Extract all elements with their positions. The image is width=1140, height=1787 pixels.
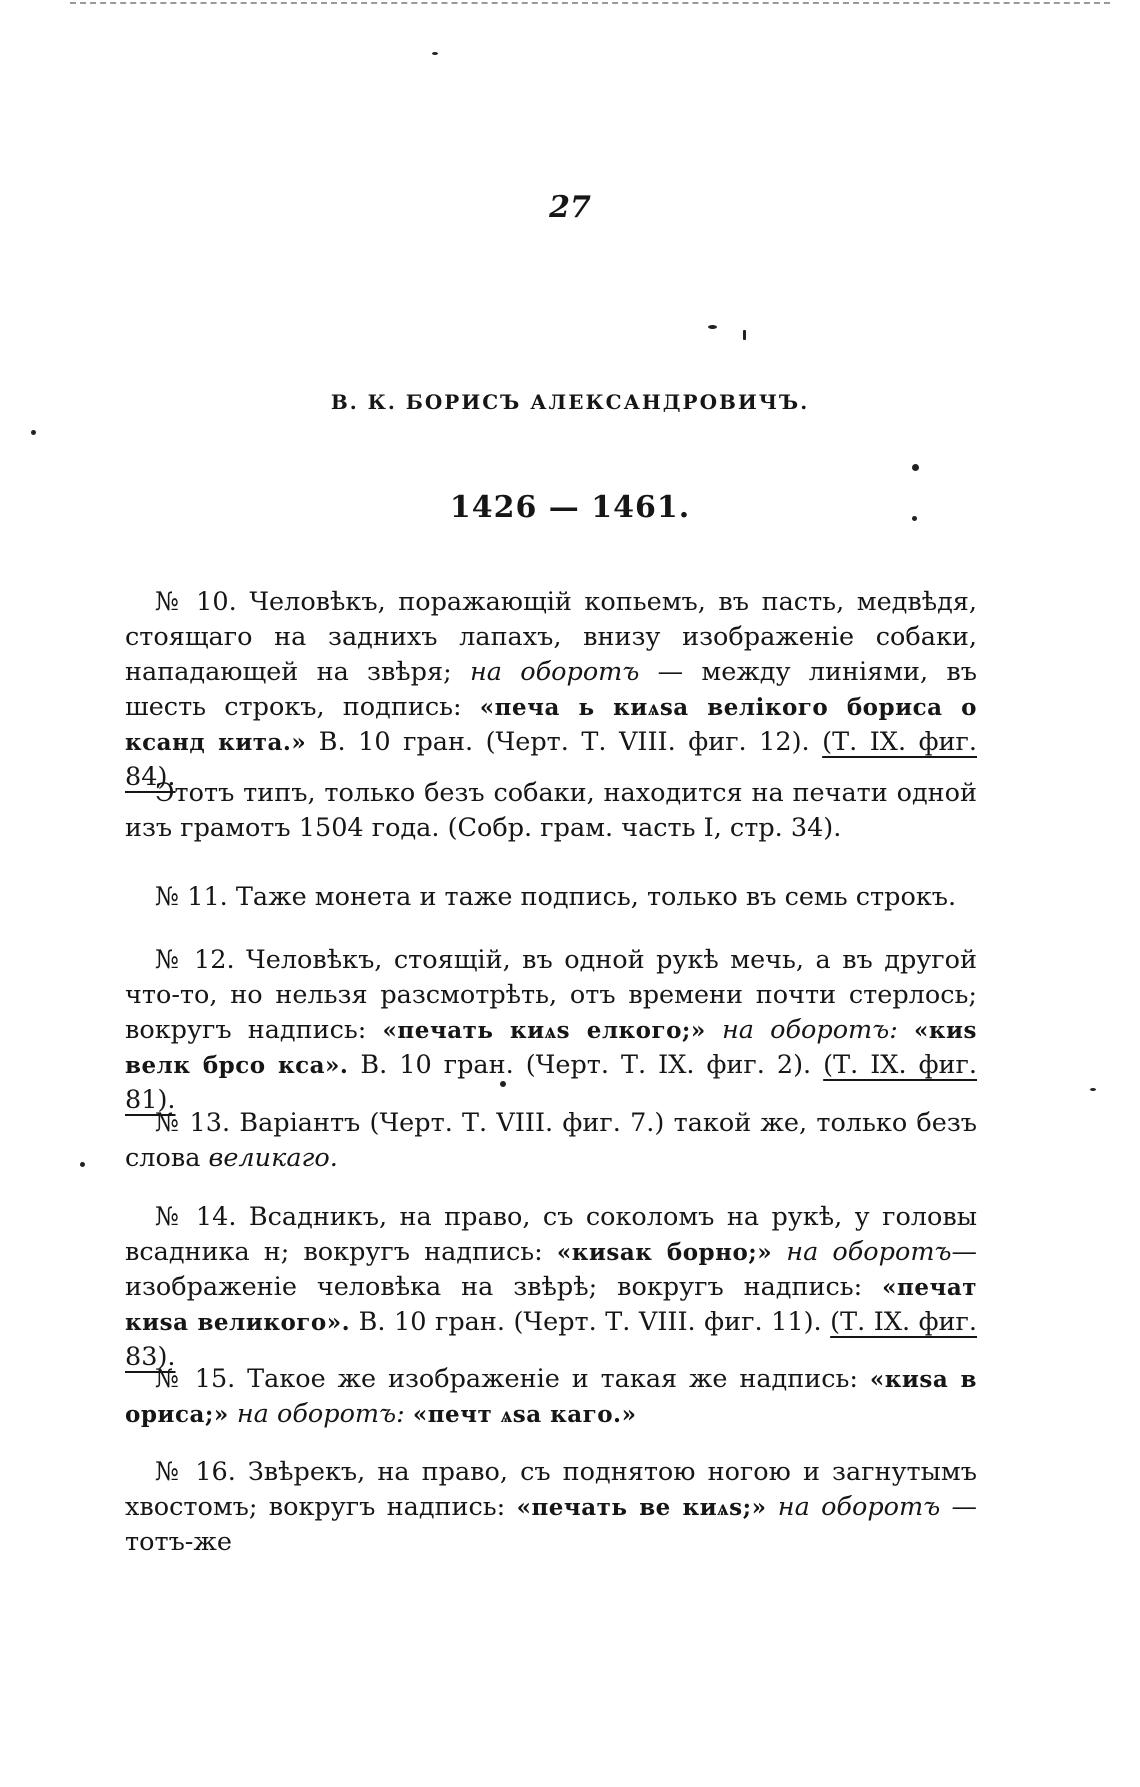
scan-speck [80, 1162, 85, 1167]
entry-note [125, 776, 977, 846]
scan-speck [1090, 1088, 1096, 1091]
entry-number: № 11. [155, 882, 228, 912]
entry-text: В. 10 гран. (Черт. Т. VIII. фиг. 12). [306, 727, 823, 757]
entry-number: № 14. [155, 1202, 237, 1232]
entry-italic: на оборотъ [786, 1237, 952, 1267]
entry-text: В. 10 гран. (Черт. Т. VIII. фиг. 11). [350, 1307, 831, 1337]
entry-10 [125, 585, 977, 795]
entry-number: № 16. [155, 1457, 236, 1487]
chapter-heading: В. К. БОРИСЪ АЛЕКСАНДРОВИЧЪ. [330, 390, 810, 414]
plate-reference: (Т. IX. фиг. 83). [125, 1307, 978, 1372]
seal-inscription: «киѕа в ориса;» [125, 1366, 977, 1428]
entry-italic: на оборотъ [777, 1492, 941, 1522]
seal-inscription: «печт ѧѕа каго.» [412, 1401, 637, 1428]
seal-inscription: «киѕ велк брсо кса». [125, 1017, 977, 1079]
entry-text: Человѣкъ, стоящій, въ одной рукѣ мечь, а въ другой что-то, но нельзя разсмотрѣть, отъ времени почти стерлось; вокругъ надпись: [125, 945, 977, 1045]
entry-italic: на оборотъ: [236, 1399, 405, 1429]
entry-11 [125, 880, 977, 915]
plate-reference: (Т. IX. фиг. 84). [125, 727, 977, 792]
scan-edge-line [70, 2, 1110, 4]
entry-text [766, 1492, 777, 1522]
seal-inscription: «киѕак борно;» [556, 1239, 773, 1266]
scan-speck [31, 430, 36, 435]
entry-text: Варіантъ (Черт. Т. VIII. фиг. 7.) такой же, только безъ слова [125, 1108, 977, 1173]
entry-14 [125, 1200, 977, 1375]
entry-12 [125, 943, 977, 1118]
entry-text [229, 1399, 237, 1429]
entry-13 [125, 1106, 977, 1176]
seal-inscription: «печать ве киѧѕ;» [516, 1494, 767, 1521]
entry-italic: на оборотъ: [721, 1015, 898, 1045]
entry-number: № 12. [155, 945, 235, 975]
scan-speck [743, 330, 746, 340]
entry-number: № 15. [155, 1364, 236, 1394]
entry-italic: великаго. [208, 1143, 338, 1173]
page-number: 27 [549, 190, 591, 225]
entry-text: — тотъ-же [125, 1492, 977, 1557]
entry-text: Таже монета и таже подпись, только въ семь строкъ. [227, 882, 957, 912]
entry-text: —изображеніе человѣка на звѣрѣ; вокругъ надпись: [125, 1237, 977, 1302]
entry-text: В. 10 гран. (Черт. Т. IX. фиг. 2). [348, 1050, 824, 1080]
entry-text [898, 1015, 914, 1045]
entry-italic: на оборотъ [469, 657, 640, 687]
entry-text [772, 1237, 786, 1267]
entry-text: Такое же изображеніе и такая же надпись: [235, 1364, 870, 1394]
scan-speck [912, 464, 919, 471]
seal-inscription: «печа ь киѧѕа велікого бориса о ксанд кита.» [125, 694, 977, 756]
scan-speck [708, 325, 717, 329]
scan-speck [432, 52, 438, 55]
seal-inscription: «печать киѧѕ елкого;» [382, 1017, 706, 1044]
entry-text: Всадникъ, на право, съ соколомъ на рукѣ, у головы всадника н; вокругъ надпись: [125, 1202, 977, 1267]
reign-years: 1426 — 1461. [449, 490, 691, 525]
plate-reference: (Т. IX. фиг. 81). [125, 1050, 977, 1115]
entry-16 [125, 1455, 977, 1560]
entry-text: Звѣрекъ, на право, съ поднятою ногою и загнутымъ хвостомъ; вокругъ надпись: [125, 1457, 977, 1522]
entry-number: № 13. [155, 1108, 231, 1138]
entry-number: № 10. [155, 587, 237, 617]
entry-text: Этотъ типъ, только безъ собаки, находится на печати одной изъ грамотъ 1504 года. (Собр. грам. часть I, стр. 34). [125, 778, 977, 843]
entry-text [706, 1015, 722, 1045]
entry-text: Человѣкъ, поражающій копьемъ, въ пасть, медвѣдя, стоящаго на заднихъ лапахъ, внизу изображеніе собаки, нападающей на звѣря; [125, 587, 978, 687]
seal-inscription: «печат киѕа великого». [125, 1274, 977, 1336]
entry-text: — между линіями, въ шесть строкъ, подпись: [125, 657, 977, 722]
entry-15 [125, 1362, 977, 1432]
entry-text [405, 1399, 413, 1429]
